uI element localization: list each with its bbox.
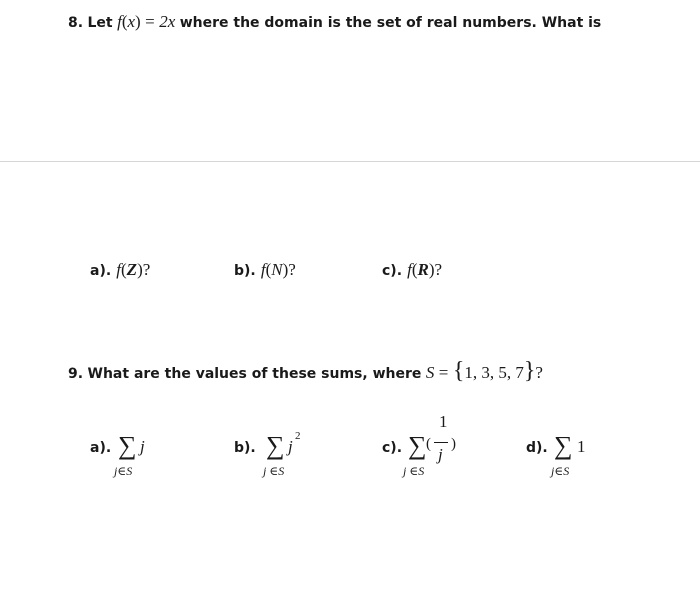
question-8-number: 8.	[68, 15, 84, 31]
question-9-number: 9.	[68, 366, 84, 382]
question-8-let: Let	[87, 15, 113, 31]
question-8-part-c: c). f(R)?	[382, 260, 443, 279]
question-8: 8. Let f(x) = 2x where the domain is the set of real numbers. What is	[68, 12, 602, 31]
sigma-symbol: ∑	[408, 431, 427, 460]
question-9-part-a: a). ∑ j j∈S	[90, 431, 145, 478]
question-8-text: where the domain is the set of real numbers. What is	[179, 15, 602, 31]
question-9-set-values: 1, 3, 5, 7	[464, 363, 524, 382]
question-9: 9. What are the values of these sums, where S = {1, 3, 5, 7}?	[68, 358, 543, 384]
page-divider	[0, 161, 700, 162]
question-8-part-b: b). f(N)?	[234, 260, 296, 279]
question-8-part-a: a). f(Z)?	[90, 260, 151, 279]
sigma-symbol: ∑	[266, 431, 285, 460]
question-8-f: f	[117, 12, 122, 31]
question-9-part-c: c). ∑ ( 1 j ) j ∈S	[382, 412, 456, 478]
question-8-2x: 2x	[159, 12, 176, 31]
sigma-symbol: ∑	[554, 431, 573, 460]
question-9-text: What are the values of these sums, where	[87, 366, 422, 382]
question-9-part-b: b). ∑ j 2 j ∈S	[234, 430, 301, 478]
sigma-symbol: ∑	[118, 431, 137, 460]
fraction-bar	[434, 442, 448, 443]
question-9-part-d: d). ∑ 1 j∈S	[526, 431, 586, 478]
